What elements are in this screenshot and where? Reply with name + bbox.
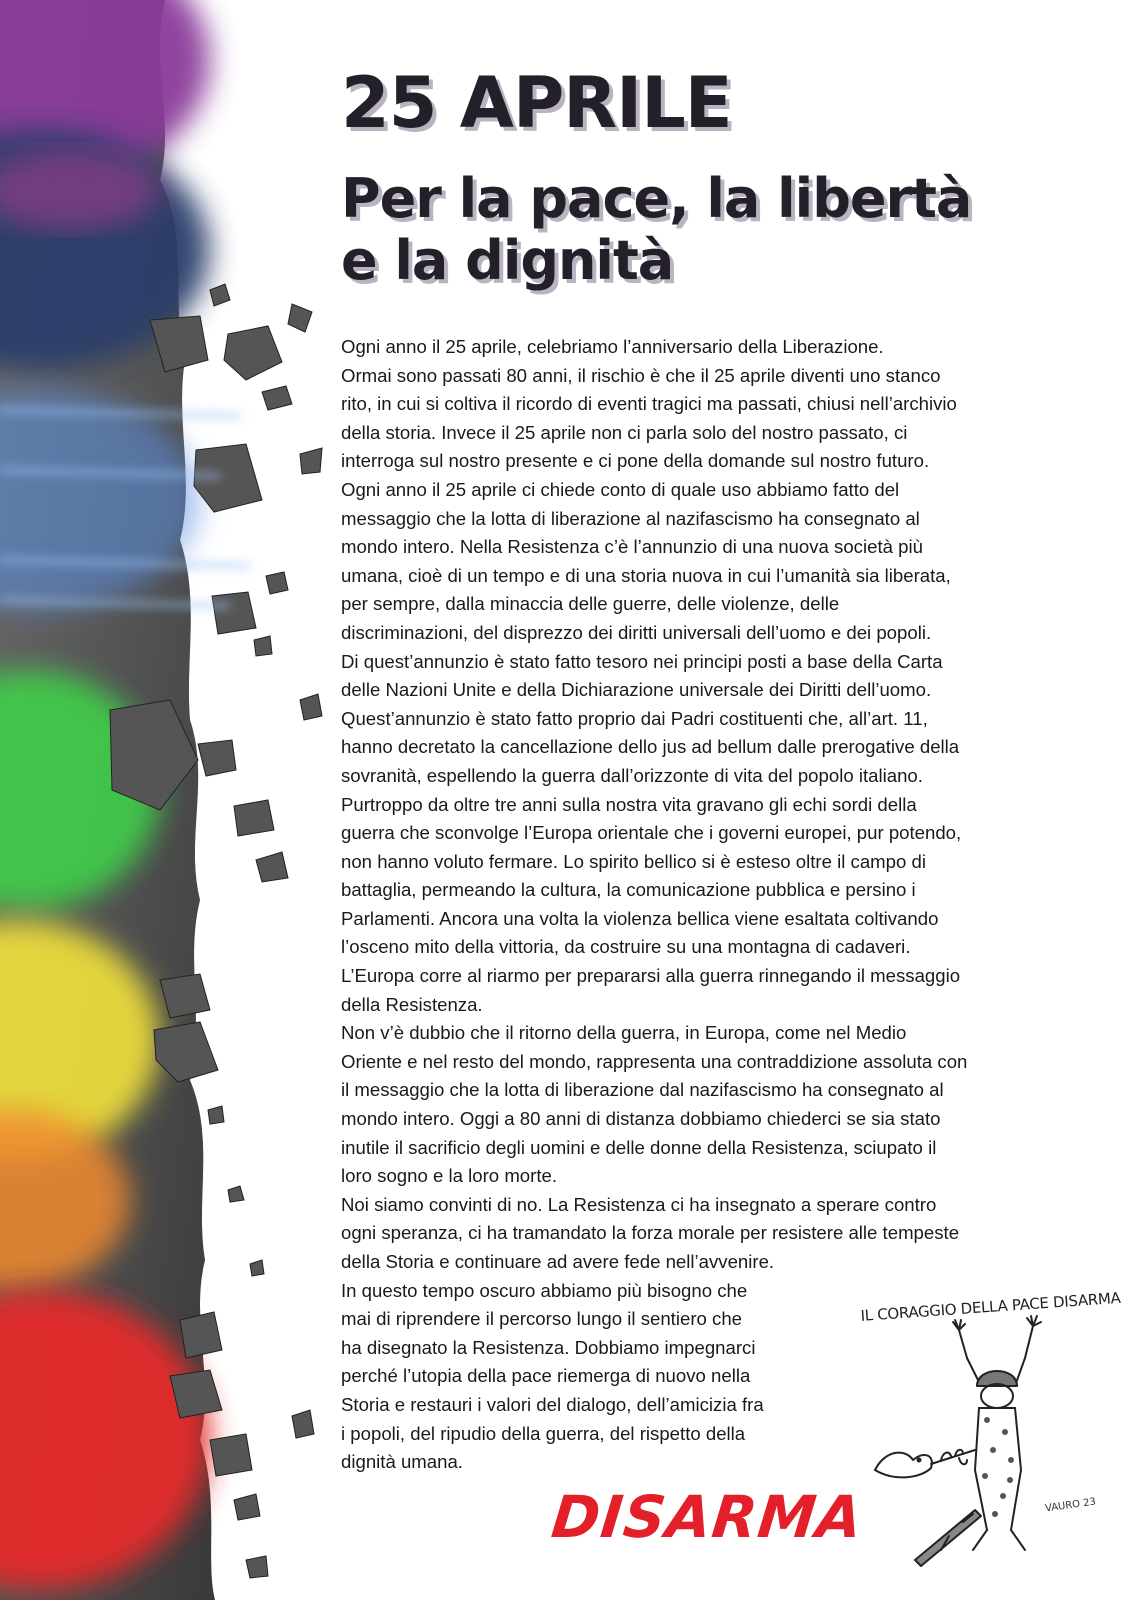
body-text-line: ha disegnato la Resistenza. Dobbiamo impegnarci xyxy=(341,1336,756,1358)
body-text-line: hanno decretato la cancellazione dello jus ad bellum dalle prerogative della xyxy=(341,736,960,758)
body-text-line: Ogni anno il 25 aprile, celebriamo l’anniversario della Liberazione. xyxy=(341,336,884,357)
body-text-line: guerra che sconvolge l’Europa orientale che i governi europei, pur potendo, xyxy=(341,822,962,844)
body-text-line: Ogni anno il 25 aprile ci chiede conto di quale uso abbiamo fatto del xyxy=(341,478,900,500)
body-text-line: ogni speranza, ci ha tramandato la forza morale per resistere alle tempeste xyxy=(341,1222,960,1244)
paint-and-rubble-graphic xyxy=(0,0,330,1600)
cartoon-caption: IL CORAGGIO DELLA PACE DISARMA xyxy=(860,1288,1122,1325)
body-text-line: battaglia, permeando la cultura, la comunicazione pubblica e persino i xyxy=(341,879,916,901)
body-text-line: Parlamenti. Ancora una volta la violenza bellica viene esaltata coltivando xyxy=(341,907,939,929)
body-text-line: umana, cioè di un tempo e di una storia nuova in cui l’umanità sia liberata, xyxy=(341,564,951,586)
body-text-line: non hanno voluto fermare. Lo spirito bellico si è esteso oltre il campo di xyxy=(341,850,926,872)
subtitle-line: e la dignità xyxy=(341,229,674,292)
body-text-line: i popoli, del ripudio della guerra, del rispetto della xyxy=(341,1422,746,1444)
body-text-line: Non v’è dubbio che il ritorno della guerra, in Europa, come nel Medio xyxy=(341,1022,907,1044)
body-text-line: Ormai sono passati 80 anni, il rischio è che il 25 aprile diventi uno stanco xyxy=(341,364,941,386)
body-text-line: dignità umana. xyxy=(341,1451,463,1473)
body-text-line: L’Europa corre al riarmo per prepararsi alla guerra rinnegando il messaggio xyxy=(341,965,961,987)
body-text-line: inutile il sacrificio degli uomini e delle donne della Resistenza, sciupato il xyxy=(341,1136,937,1158)
cartoon-soldier-illustration xyxy=(855,1300,1115,1590)
body-text-line: mondo intero. Nella Resistenza c’è l’annunzio di una nuova società più xyxy=(341,536,923,558)
body-text-line: In questo tempo oscuro abbiamo più bisogno che xyxy=(341,1279,748,1301)
body-text-line: Oriente e nel resto del mondo, rappresenta una contraddizione assoluta con xyxy=(341,1050,968,1072)
body-text-line: della Storia e continuare ad avere fede nell’avvenire. xyxy=(341,1251,775,1272)
body-text-line: delle Nazioni Unite e della Dichiarazione universale dei Diritti dell’uomo. xyxy=(341,679,932,701)
body-text-line: mai di riprendere il percorso lungo il sentiero che xyxy=(341,1308,743,1330)
body-text-line: della Resistenza. xyxy=(341,993,483,1015)
body-text-line: messaggio che la lotta di liberazione al nazifascismo ha consegnato al xyxy=(341,507,920,529)
body-text-line: Purtroppo da oltre tre anni sulla nostra vita gravano gli echi sordi della xyxy=(341,793,917,815)
body-text-line: della storia. Invece il 25 aprile non ci parla solo del nostro passato, ci xyxy=(341,421,908,443)
body-text-line: perché l’utopia della pace riemerga di nuovo nella xyxy=(341,1365,751,1387)
body-text-line: per sempre, dalla minaccia delle guerre, delle violenze, delle xyxy=(341,593,840,615)
disarma-logo: DISARMA xyxy=(548,1483,867,1551)
body-text-line: rito, in cui si coltiva il ricordo di eventi tragici ma passati, chiusi nell’archivio xyxy=(341,393,957,415)
body-text-line: loro sogno e la loro morte. xyxy=(341,1165,558,1187)
body-text-line: il messaggio che la lotta di liberazione dal nazifascismo ha consegnato al xyxy=(341,1079,944,1101)
body-text-line: discriminazioni, del disprezzo dei diritti universali dell’uomo e dei popoli. xyxy=(341,621,932,643)
page-subtitle xyxy=(341,168,971,292)
body-text-line: Quest’annunzio è stato fatto proprio dai Padri costituenti che, all’art. 11, xyxy=(341,707,928,729)
subtitle-line: Per la pace, la libertà xyxy=(341,167,972,230)
body-text-line: interroga sul nostro presente e ci pone della domande sul nostro futuro. xyxy=(341,450,930,472)
page-title: 25 APRILE xyxy=(341,62,732,144)
body-text-line: l’osceno mito della vittoria, da costruire su una montagna di cadaveri. xyxy=(341,936,911,958)
cartoon-signature: VAURO 23 xyxy=(1044,1496,1097,1515)
body-text-line: Noi siamo convinti di no. La Resistenza ci ha insegnato a sperare contro xyxy=(341,1193,937,1215)
body-text-line: Di quest’annunzio è stato fatto tesoro nei principi posti a base della Carta xyxy=(341,650,943,672)
body-text-line: Storia e restauri i valori del dialogo, dell’amicizia fra xyxy=(341,1393,764,1415)
body-text-line: mondo intero. Oggi a 80 anni di distanza dobbiamo chiederci se sia stato xyxy=(341,1108,941,1130)
decorative-paint-strip xyxy=(0,0,330,1600)
body-text-line: sovranità, espellendo la guerra dall’orizzonte di vita del popolo italiano. xyxy=(341,764,923,786)
